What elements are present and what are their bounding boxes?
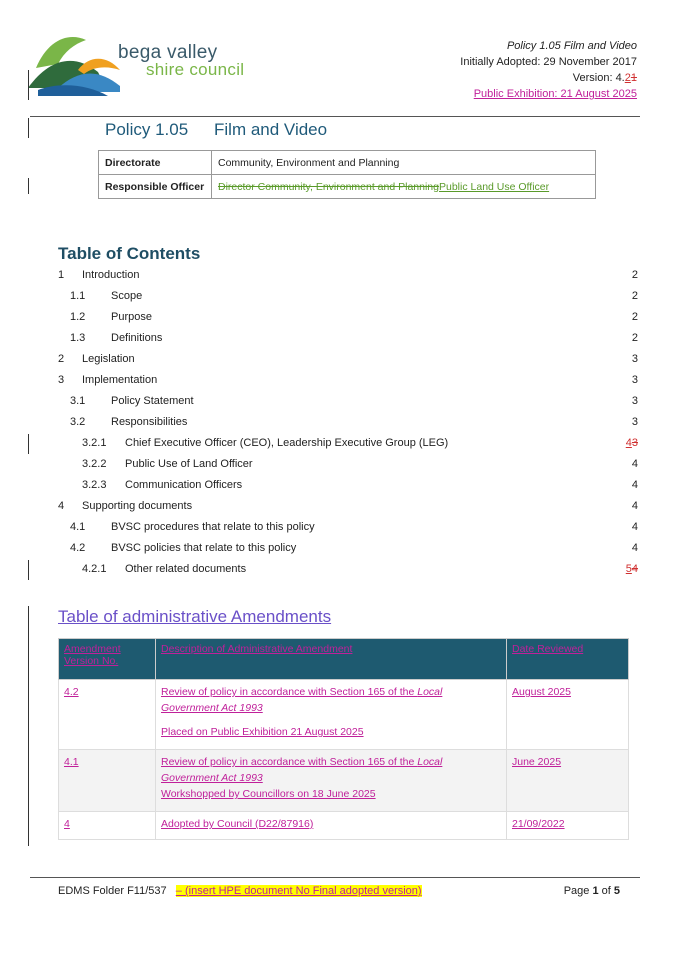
toc-page: 4 xyxy=(631,500,638,512)
toc-label: Purpose xyxy=(111,311,152,323)
amendment-row xyxy=(59,812,629,840)
amendment-description: Adopted by Council (D22/87916) xyxy=(156,812,507,840)
officer-old: Director Community, Environment and Planning xyxy=(218,180,439,193)
desc-act: Local Government Act 1993 xyxy=(161,756,443,784)
version-new: 2 xyxy=(624,72,631,84)
amendment-date: August 2025 xyxy=(507,680,629,750)
toc-label: Policy Statement xyxy=(111,395,194,407)
desc-text: Review of policy in accordance with Section 165 of the xyxy=(161,686,418,698)
footer-rule xyxy=(30,877,640,878)
toc-label: BVSC policies that relate to this policy xyxy=(111,542,297,554)
toc-page: 3 xyxy=(631,416,638,428)
amendment-description xyxy=(156,750,507,812)
toc-entry[interactable] xyxy=(58,563,638,577)
toc-label: Legislation xyxy=(82,353,135,365)
officer-new: Public Land Use Officer xyxy=(439,180,550,193)
amendment-version: 4.1 xyxy=(59,750,156,812)
amendments-table xyxy=(58,638,629,840)
header-policy-name: Policy 1.05 Film and Video xyxy=(506,40,637,52)
desc-text: Review of policy in accordance with Section 165 of the xyxy=(161,756,418,768)
header-adopted-date: Initially Adopted: 29 November 2017 xyxy=(460,56,637,68)
toc-num: 1.1 xyxy=(70,290,86,302)
toc-num: 3.1 xyxy=(70,395,86,407)
header-exhibition: Public Exhibition: 21 August 2025 xyxy=(473,88,637,100)
footer-hpe-note: – (insert HPE document No Final adopted version) xyxy=(175,885,422,897)
toc-page xyxy=(626,563,638,575)
desc-workshop: Workshopped by Councillors on 18 June 2025 xyxy=(161,788,376,800)
toc-title: Table of Contents xyxy=(58,244,201,263)
info-label: Responsible Officer xyxy=(99,175,212,199)
toc-num: 3 xyxy=(58,374,65,386)
toc-entry[interactable] xyxy=(58,374,638,388)
footer-folder: EDMS Folder F11/537 xyxy=(58,885,167,897)
toc-label: Responsibilities xyxy=(111,416,188,428)
desc-line xyxy=(161,684,501,716)
header-rule xyxy=(30,116,640,117)
council-logo xyxy=(28,30,258,102)
toc-label: BVSC procedures that relate to this policy xyxy=(111,521,315,533)
toc-num: 1.3 xyxy=(70,332,86,344)
toc-num: 1.2 xyxy=(70,311,86,323)
toc-entry[interactable] xyxy=(58,437,638,451)
change-bar xyxy=(28,70,29,100)
toc-page: 2 xyxy=(631,269,638,281)
toc-entry[interactable] xyxy=(58,269,638,283)
toc-label: Other related documents xyxy=(125,563,247,575)
toc-page-old: 3 xyxy=(631,437,638,449)
amendments-header-row xyxy=(59,639,629,680)
toc-label: Definitions xyxy=(111,332,163,344)
toc-num: 1 xyxy=(58,269,65,281)
toc-num: 3.2 xyxy=(70,416,86,428)
toc-page: 2 xyxy=(631,311,638,323)
toc-label: Public Use of Land Officer xyxy=(125,458,253,470)
footer-left xyxy=(58,885,422,897)
amendment-date: June 2025 xyxy=(507,750,629,812)
toc-page: 4 xyxy=(631,521,638,533)
toc-num: 4.1 xyxy=(70,521,86,533)
version-old: 1 xyxy=(630,72,637,84)
toc-entry[interactable] xyxy=(58,290,638,304)
amendment-description xyxy=(156,680,507,750)
amendment-row xyxy=(59,750,629,812)
page-of: of xyxy=(598,885,614,897)
toc-page: 3 xyxy=(631,395,638,407)
toc-num: 4.2.1 xyxy=(82,563,107,575)
change-bar xyxy=(28,606,29,846)
toc-entry[interactable] xyxy=(58,353,638,367)
toc-page-new: 4 xyxy=(625,437,632,449)
toc-page xyxy=(626,437,638,449)
toc-entry[interactable] xyxy=(58,521,638,535)
col-version-header: Amendment Version No. xyxy=(59,639,156,680)
toc-num: 2 xyxy=(58,353,65,365)
toc-page-old: 4 xyxy=(631,563,638,575)
toc-num: 3.2.2 xyxy=(82,458,107,470)
page-total: 5 xyxy=(613,885,620,897)
policy-title: Film and Video xyxy=(214,120,328,139)
toc-page: 2 xyxy=(631,332,638,344)
change-bar xyxy=(28,434,29,454)
info-value: Community, Environment and Planning xyxy=(212,151,596,175)
toc-entry[interactable] xyxy=(58,500,638,514)
toc-label: Supporting documents xyxy=(82,500,193,512)
header-version xyxy=(573,72,637,84)
toc-label: Communication Officers xyxy=(125,479,243,491)
toc-label: Introduction xyxy=(82,269,140,281)
page-number xyxy=(564,885,620,897)
col-date-header: Date Reviewed xyxy=(507,639,629,680)
info-row-directorate xyxy=(99,151,596,175)
toc-entry[interactable] xyxy=(58,479,638,493)
desc-line xyxy=(161,754,501,786)
toc-entry[interactable] xyxy=(58,332,638,346)
toc-num: 3.2.3 xyxy=(82,479,107,491)
toc-page: 3 xyxy=(631,353,638,365)
logo-text-line1: bega valley xyxy=(118,42,218,63)
version-prefix: Version: 4. xyxy=(572,72,625,84)
toc-page-new: 5 xyxy=(625,563,632,575)
amendment-version: 4 xyxy=(59,812,156,840)
mountain-logo-icon xyxy=(28,30,128,100)
change-bar xyxy=(28,560,29,580)
toc-entry[interactable] xyxy=(58,542,638,556)
page-label: Page xyxy=(563,885,593,897)
toc-entry[interactable] xyxy=(58,416,638,430)
page-current: 1 xyxy=(592,885,599,897)
desc-act: Local Government Act 1993 xyxy=(161,686,443,714)
info-value xyxy=(212,175,596,199)
toc-label: Implementation xyxy=(82,374,158,386)
toc-page: 4 xyxy=(631,479,638,491)
toc-num: 4.2 xyxy=(70,542,86,554)
toc-page: 2 xyxy=(631,290,638,302)
amendments-title: Table of administrative Amendments xyxy=(58,607,332,626)
toc-num: 3.2.1 xyxy=(82,437,107,449)
toc-page: 3 xyxy=(631,374,638,386)
desc-exhibition: Placed on Public Exhibition 21 August 2025 xyxy=(161,726,364,738)
info-row-officer xyxy=(99,175,596,199)
change-bar xyxy=(28,178,29,194)
amendment-version: 4.2 xyxy=(59,680,156,750)
toc-entry[interactable] xyxy=(58,395,638,409)
info-label: Directorate xyxy=(99,151,212,175)
toc-num: 4 xyxy=(58,500,65,512)
toc-page: 4 xyxy=(631,458,638,470)
amendment-date: 21/09/2022 xyxy=(507,812,629,840)
toc-entry[interactable] xyxy=(58,311,638,325)
col-description-header: Description of Administrative Amendment xyxy=(156,639,507,680)
change-bar xyxy=(28,118,29,138)
toc-entry[interactable] xyxy=(58,458,638,472)
toc-page: 4 xyxy=(631,542,638,554)
amendment-row xyxy=(59,680,629,750)
toc-label: Scope xyxy=(111,290,143,302)
toc-label: Chief Executive Officer (CEO), Leadership Executive Group (LEG) xyxy=(125,437,449,449)
logo-text-line2: shire council xyxy=(146,60,245,79)
info-table xyxy=(98,150,596,199)
policy-number: Policy 1.05 xyxy=(105,120,189,139)
